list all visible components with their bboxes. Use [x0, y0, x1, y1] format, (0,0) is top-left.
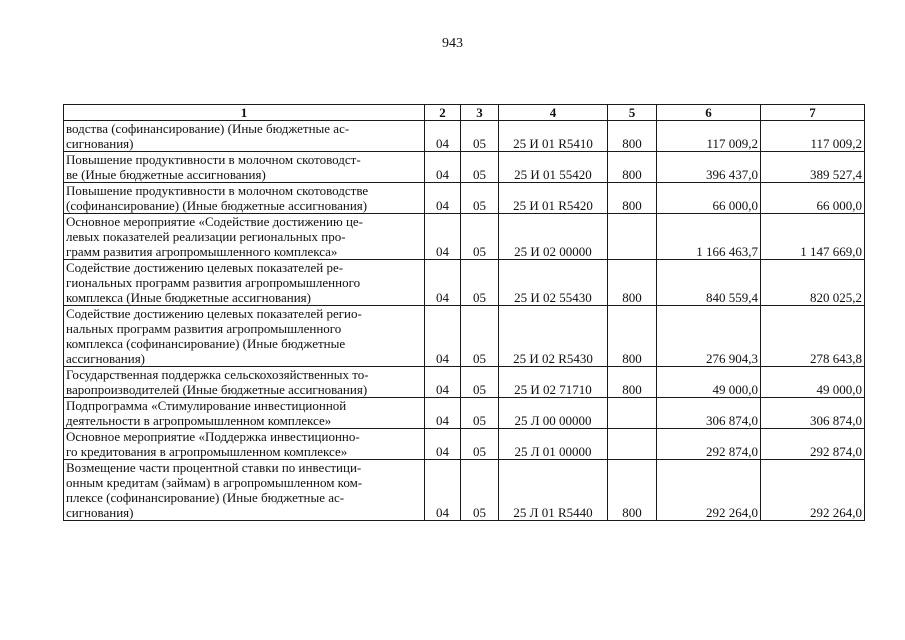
- row-section-code: 04: [425, 260, 461, 306]
- row-amount-1: 840 559,4: [657, 260, 761, 306]
- row-target-code: 25 И 02 R5430: [499, 306, 608, 367]
- row-target-code: 25 Л 00 00000: [499, 398, 608, 429]
- header-col-4: 4: [499, 105, 608, 121]
- row-amount-2: 292 874,0: [761, 429, 865, 460]
- row-amount-1: 66 000,0: [657, 183, 761, 214]
- table-row: [64, 398, 865, 429]
- row-target-code: 25 И 01 R5410: [499, 121, 608, 152]
- row-target-code: 25 Л 01 R5440: [499, 460, 608, 521]
- row-amount-2: 1 147 669,0: [761, 214, 865, 260]
- row-name: Подпрограмма «Стимулирование инвестиционной деятельности в агропромышленном комплексе»: [64, 398, 425, 429]
- row-expense-type: 800: [608, 460, 657, 521]
- row-name: Основное мероприятие «Поддержка инвестиционно- го кредитования в агропромышленном комплексе»: [64, 429, 425, 460]
- header-col-3: 3: [461, 105, 499, 121]
- table-row: [64, 214, 865, 260]
- row-target-code: 25 И 01 55420: [499, 152, 608, 183]
- row-amount-2: 389 527,4: [761, 152, 865, 183]
- row-amount-1: 1 166 463,7: [657, 214, 761, 260]
- row-name: Содействие достижению целевых показателей регио- нальных программ развития агропромышленного комплекса (софинансирование) (Иные бюджетные ассигнования): [64, 306, 425, 367]
- row-subsection-code: 05: [461, 152, 499, 183]
- row-name: Основное мероприятие «Содействие достижению це- левых показателей реализации региональных про- грамм развития агропромышленного комплекса»: [64, 214, 425, 260]
- row-subsection-code: 05: [461, 121, 499, 152]
- row-amount-2: 49 000,0: [761, 367, 865, 398]
- row-target-code: 25 И 02 71710: [499, 367, 608, 398]
- header-col-5: 5: [608, 105, 657, 121]
- table-body: [64, 121, 865, 521]
- header-col-6: 6: [657, 105, 761, 121]
- row-expense-type: 800: [608, 152, 657, 183]
- row-name: Возмещение части процентной ставки по инвестици- онным кредитам (займам) в агропромышленном ком- плексе (софинансирование) (Иные бюджетные ас- сигнования): [64, 460, 425, 521]
- row-expense-type: 800: [608, 306, 657, 367]
- header-col-2: 2: [425, 105, 461, 121]
- row-section-code: 04: [425, 460, 461, 521]
- row-name: водства (софинансирование) (Иные бюджетные ас- сигнования): [64, 121, 425, 152]
- row-amount-1: 396 437,0: [657, 152, 761, 183]
- row-expense-type: 800: [608, 260, 657, 306]
- row-section-code: 04: [425, 214, 461, 260]
- row-amount-2: 820 025,2: [761, 260, 865, 306]
- row-subsection-code: 05: [461, 398, 499, 429]
- table-row: [64, 460, 865, 521]
- row-expense-type: 800: [608, 121, 657, 152]
- row-amount-1: 306 874,0: [657, 398, 761, 429]
- row-expense-type: 800: [608, 183, 657, 214]
- table-row: [64, 367, 865, 398]
- row-subsection-code: 05: [461, 214, 499, 260]
- budget-table: [63, 104, 865, 521]
- row-section-code: 04: [425, 183, 461, 214]
- table-row: [64, 121, 865, 152]
- row-name: Государственная поддержка сельскохозяйственных то- варопроизводителей (Иные бюджетные ассигнования): [64, 367, 425, 398]
- row-subsection-code: 05: [461, 183, 499, 214]
- row-name: Содействие достижению целевых показателей ре- гиональных программ развития агропромышленного комплекса (Иные бюджетные ассигнования): [64, 260, 425, 306]
- row-expense-type: 800: [608, 367, 657, 398]
- row-amount-1: 117 009,2: [657, 121, 761, 152]
- row-amount-1: 292 264,0: [657, 460, 761, 521]
- table-row: [64, 183, 865, 214]
- header-col-1: 1: [64, 105, 425, 121]
- table-row: [64, 306, 865, 367]
- row-subsection-code: 05: [461, 367, 499, 398]
- row-section-code: 04: [425, 306, 461, 367]
- row-subsection-code: 05: [461, 460, 499, 521]
- row-expense-type: [608, 214, 657, 260]
- row-section-code: 04: [425, 429, 461, 460]
- row-subsection-code: 05: [461, 260, 499, 306]
- row-target-code: 25 И 01 R5420: [499, 183, 608, 214]
- row-amount-1: 49 000,0: [657, 367, 761, 398]
- page-number: 943: [442, 36, 463, 51]
- row-amount-2: 292 264,0: [761, 460, 865, 521]
- row-expense-type: [608, 398, 657, 429]
- table-row: [64, 429, 865, 460]
- row-section-code: 04: [425, 367, 461, 398]
- table-row: [64, 152, 865, 183]
- row-target-code: 25 И 02 00000: [499, 214, 608, 260]
- row-section-code: 04: [425, 121, 461, 152]
- row-amount-2: 278 643,8: [761, 306, 865, 367]
- row-subsection-code: 05: [461, 429, 499, 460]
- row-subsection-code: 05: [461, 306, 499, 367]
- row-amount-2: 66 000,0: [761, 183, 865, 214]
- row-section-code: 04: [425, 398, 461, 429]
- row-target-code: 25 И 02 55430: [499, 260, 608, 306]
- row-amount-1: 292 874,0: [657, 429, 761, 460]
- row-name: Повышение продуктивности в молочном скотоводст- ве (Иные бюджетные ассигнования): [64, 152, 425, 183]
- row-amount-2: 306 874,0: [761, 398, 865, 429]
- row-amount-1: 276 904,3: [657, 306, 761, 367]
- row-expense-type: [608, 429, 657, 460]
- header-col-7: 7: [761, 105, 865, 121]
- row-amount-2: 117 009,2: [761, 121, 865, 152]
- row-name: Повышение продуктивности в молочном скотоводстве (софинансирование) (Иные бюджетные ассигнования): [64, 183, 425, 214]
- table-row: [64, 260, 865, 306]
- table-header-row: [64, 105, 865, 121]
- row-target-code: 25 Л 01 00000: [499, 429, 608, 460]
- row-section-code: 04: [425, 152, 461, 183]
